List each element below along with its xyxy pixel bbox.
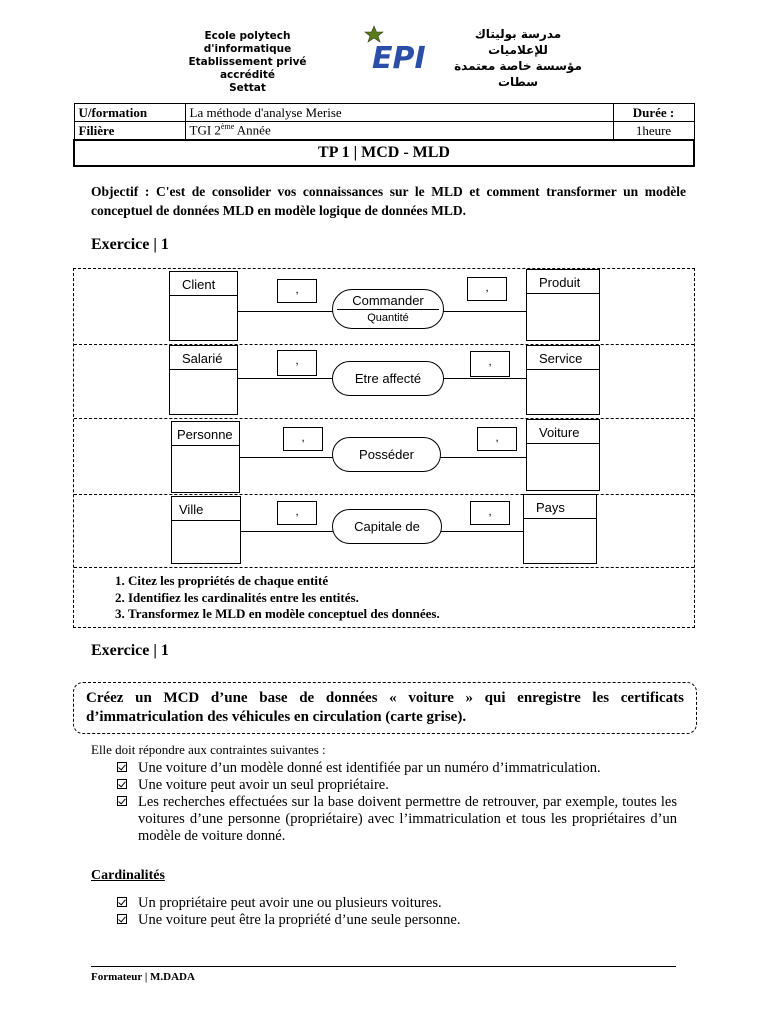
cardinalites-list — [117, 895, 677, 929]
arabic-school-name-block — [448, 26, 588, 90]
entity-separator — [527, 369, 599, 370]
cardinalites-title: Cardinalités — [91, 868, 165, 883]
school-name-line: Ecole polytech d'informatique — [203, 30, 292, 55]
exercise-2-title: Exercice | 1 — [91, 642, 169, 659]
entity-separator — [172, 445, 239, 446]
exercise-1-title: Exercice | 1 — [91, 236, 169, 253]
entity-ville — [171, 496, 241, 564]
cardinalite-item — [117, 895, 677, 912]
filiere-value-prefix: TGI 2 — [189, 122, 221, 138]
footer-divider — [91, 966, 676, 967]
entity-separator — [172, 520, 240, 521]
uformation-label: U/formation — [74, 104, 185, 122]
entity-name: Ville — [179, 502, 204, 517]
logo-text: EPI — [372, 41, 426, 76]
cardinality-box-left: , — [283, 427, 323, 451]
checkbox-checked-icon — [117, 914, 127, 924]
exercise-1-questions — [104, 573, 440, 623]
entity-separator — [170, 295, 237, 296]
row-separator — [74, 418, 694, 419]
footer-text: Formateur | M.DADA — [91, 971, 195, 983]
entity-separator — [527, 293, 599, 294]
entity-pays — [523, 494, 597, 564]
entity-separator — [170, 369, 237, 370]
exercise-2-statement: Créez un MCD d’une base de données « voiture » qui enregistre les certificats d’immatriculation des véhicules en circulation (carte grise). — [73, 682, 697, 734]
checkbox-checked-icon — [117, 779, 127, 789]
cardinality-box-left: , — [277, 350, 317, 376]
epi-logo — [362, 24, 430, 78]
constraint-item — [117, 760, 677, 777]
entity-client — [169, 271, 238, 341]
constraints-list — [117, 760, 677, 845]
question-item: 2. Identifiez les cardinalités entre les entités. — [128, 590, 440, 607]
duree-label: Durée : — [613, 104, 694, 122]
cardinality-box-right: , — [477, 427, 517, 451]
filiere-value — [185, 122, 613, 141]
cardinality-box-right: , — [470, 501, 510, 525]
entity-salarie — [169, 345, 238, 415]
constraints-intro: Elle doit répondre aux contraintes suivantes : — [91, 742, 326, 757]
cardinalite-text: Un propriétaire peut avoir une ou plusieurs voitures. — [138, 895, 442, 911]
duree-value: 1heure — [613, 122, 694, 141]
uformation-value: La méthode d'analyse Merise — [185, 104, 613, 122]
constraint-text: Une voiture peut avoir un seul propriétaire. — [138, 777, 389, 793]
course-info-table — [73, 103, 695, 167]
entity-voiture — [526, 419, 600, 491]
association-name: Commander — [352, 293, 424, 308]
row-separator — [74, 567, 694, 568]
filiere-value-suffix: Année — [234, 122, 271, 138]
constraint-text: Une voiture d’un modèle donné est identifiée par un numéro d’immatriculation. — [138, 760, 601, 776]
entity-separator — [524, 518, 596, 519]
arabic-line-3: سطات — [497, 75, 539, 89]
entity-name: Voiture — [539, 425, 580, 440]
row-separator — [74, 494, 694, 495]
entity-name: Client — [182, 277, 216, 292]
association-attribute: Quantité — [337, 309, 439, 326]
entity-name: Service — [539, 351, 583, 366]
school-city-line: Settat — [229, 82, 266, 94]
association-commander — [332, 289, 444, 329]
arabic-line-2: مؤسسة خاصة معتمدة — [454, 59, 582, 73]
association-capitale-de: Capitale de — [332, 509, 442, 544]
cardinalite-item — [117, 912, 677, 929]
entity-personne — [171, 421, 240, 493]
row-separator — [74, 344, 694, 345]
entity-name: Pays — [536, 500, 565, 515]
association-posseder: Posséder — [332, 437, 441, 472]
filiere-label: Filière — [74, 122, 185, 141]
entity-separator — [527, 443, 599, 444]
filiere-value-sup: ème — [220, 122, 235, 132]
cardinality-box-right: , — [470, 351, 510, 377]
constraint-item — [117, 794, 677, 845]
cardinality-box-left: , — [277, 501, 317, 525]
constraint-item — [117, 777, 677, 794]
entity-service — [526, 345, 600, 415]
entity-name: Personne — [177, 427, 233, 442]
question-item: 1. Citez les propriétés de chaque entité — [128, 573, 440, 590]
school-status-line: Etablissement privé accrédité — [188, 56, 307, 81]
checkbox-checked-icon — [117, 796, 127, 806]
entity-name: Produit — [539, 275, 581, 290]
entity-produit — [526, 269, 600, 341]
objectif-text: Objectif : C'est de consolider vos connaissances sur le MLD et comment transformer un modèle conceptuel de données MLD en modèle logique de données MLD. — [91, 184, 686, 218]
association-etre-affecte: Etre affecté — [332, 361, 444, 396]
cardinality-box-right: , — [467, 277, 507, 301]
arabic-line-1: مدرسة بوليتاك للإعلاميات — [474, 27, 562, 57]
entity-name: Salarié — [182, 351, 223, 366]
checkbox-checked-icon — [117, 897, 127, 907]
tp-title: TP 1 | MCD - MLD — [74, 140, 694, 166]
checkbox-checked-icon — [117, 762, 127, 772]
constraint-text: Les recherches effectuées sur la base doivent permettre de retrouver, par exemple, toutes les voitures d’une personne (propriétaire) avec l’immatriculation et tous les propriétaires d’un modèle de voiture donné. — [138, 794, 677, 844]
cardinalite-text: Une voiture peut être la propriété d’une seule personne. — [138, 912, 461, 928]
cardinality-box-left: , — [277, 279, 317, 303]
question-item: 3. Transformez le MLD en modèle conceptuel des données. — [128, 606, 440, 623]
school-name-block — [160, 30, 335, 95]
